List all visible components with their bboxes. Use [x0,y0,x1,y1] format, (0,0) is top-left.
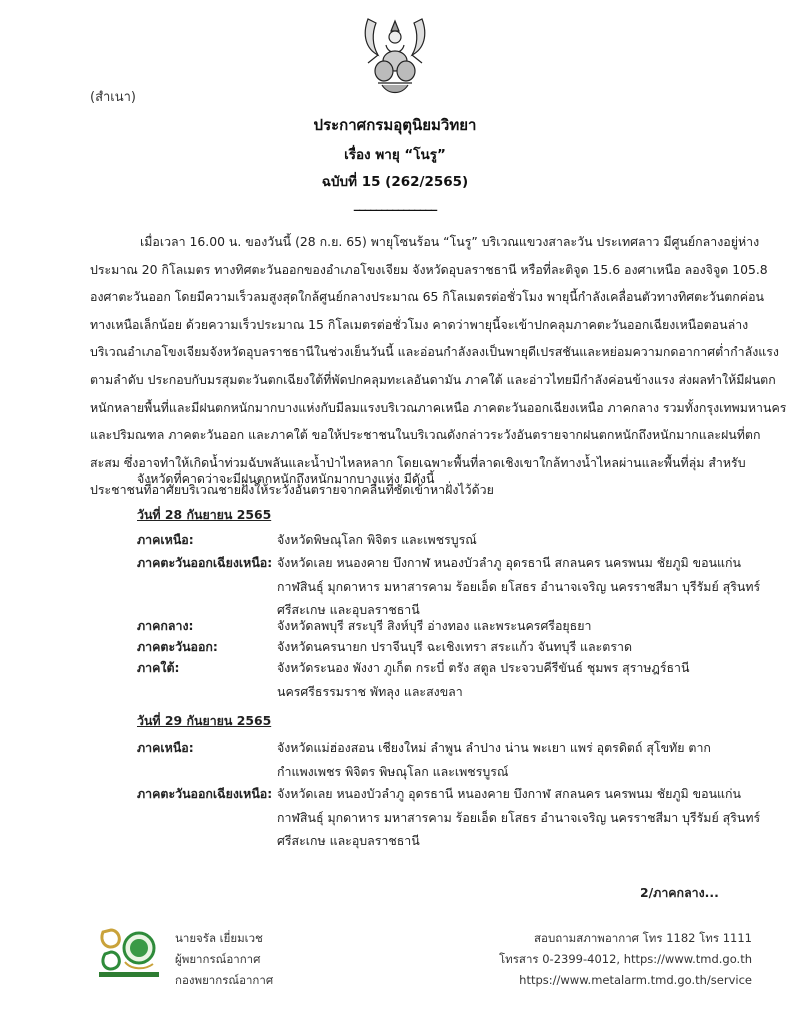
province-line: จังหวัดระนอง พังงา ภูเก็ต กระบี่ ตรัง สตูล ประจวบคีรีขันธ์ ชุมพร สุราษฎร์ธานี [277,660,690,675]
forecast-date-heading: วันที่ 29 กันยายน 2565 [137,713,272,728]
province-line: ศรีสะเกษ และอุบลราชธานี [277,833,420,848]
region-provinces [277,528,747,552]
paragraph-line: บริเวณอำเภอโขงเจียมจังหวัดอุบลราชธานีในช่วงเย็นวันนี้ และอ่อนกำลังลงเป็นพายุดีเปรสชันและหย่อมความกดอากาศต่ำกำลังแรง [90,344,779,360]
next-page-indicator: 2/ภาคกลาง... [640,885,719,900]
province-line: จังหวัดแม่ฮ่องสอน เชียงใหม่ ลำพูน ลำปาง น่าน พะเยา แพร่ อุตรดิตถ์ สุโขทัย ตาก [277,740,711,755]
province-line: กาฬสินธุ์ มุกดาหาร มหาสารคาม ร้อยเอ็ด ยโสธร อำนาจเจริญ นครราชสีมา บุรีรัมย์ สุรินทร์ [277,578,761,594]
region-provinces [277,551,761,622]
contact-phone: สอบถามสภาพอากาศ โทร 1182 โทร 1111 [534,931,752,945]
region-provinces [277,614,747,638]
region-label: ภาคตะวันออกเฉียงเหนือ: [137,555,273,570]
signer-name: นายจรัล เยี่ยมเวช [175,931,263,945]
copy-label: (สำเนา) [90,90,137,105]
provinces-intro: จังหวัดที่คาดว่าจะมีฝนตกหนักถึงหนักมากบางแห่ง มีดังนี้ [137,471,435,486]
document-title: ประกาศกรมอุตุนิยมวิทยา [313,116,477,134]
paragraph-line: เมื่อเวลา 16.00 น. ของวันนี้ (28 ก.ย. 65) พายุโซนร้อน “โนรู” บริเวณแขวงสาละวัน ประเทศลาว มีศูนย์กลางอยู่ห่าง [140,234,760,249]
province-line: จังหวัดนครนายก ปราจีนบุรี ฉะเชิงเทรา สระแก้ว จันทบุรี และตราด [277,639,632,654]
contact-block [499,928,752,991]
paragraph-line: ประชาชนที่อาศัยบริเวณชายฝั่งให้ระวังอันตรายจากคลื่นที่ซัดเข้าหาฝั่งไว้ด้วย [90,482,494,498]
paragraph-line: ประมาณ 20 กิโลเมตร ทางทิศตะวันออกของอำเภอโขงเจียม จังหวัดอุบลราชธานี หรือที่ละติจูด 15.6 องศาเหนือ ลองจิจูด 105.8 [90,261,768,277]
forecast-date-heading: วันที่ 28 กันยายน 2565 [137,507,272,522]
region-provinces [277,656,747,703]
paragraph-line: องศาตะวันออก โดยมีความเร็วลมสูงสุดใกล้ศูนย์กลางประมาณ 65 กิโลเมตรต่อชั่วโมง พายุนี้กำลังเคลื่อนตัวทางทิศตะวันตกค่อน [90,289,764,305]
signer-position: ผู้พยากรณ์อากาศ [175,952,261,966]
region-label: ภาคตะวันออกเฉียงเหนือ: [137,786,273,801]
document-subject: เรื่อง พายุ “โนรู” [344,147,446,163]
title-divider: _______________ [353,197,437,212]
paragraph-line: ตามลำดับ ประกอบกับมรสุมตะวันตกเฉียงใต้ที่พัดปกคลุมทะเลอันดามัน ภาคใต้ และอ่าวไทยมีกำลังค่อนข้างแรง ส่งผลทำให้มีฝนตก [90,371,776,387]
tmd-80th-anniversary-logo-icon [97,924,161,982]
garuda-emblem-icon [358,15,432,97]
region-provinces [277,782,761,853]
province-line: กำแพงเพชร พิจิตร พิษณุโลก และเพชรบูรณ์ [277,763,509,779]
region-provinces [277,635,747,659]
province-line: จังหวัดเลย หนองคาย บึงกาฬ หนองบัวลำภู อุดรธานี สกลนคร นครพนม ชัยภูมิ ขอนแก่น [277,555,742,570]
paragraph-line: สะสม ซึ่งอาจทำให้เกิดน้ำท่วมฉับพลันและน้ำป่าไหลหลาก โดยเฉพาะพื้นที่ลาดเชิงเขาใกล้ทางน้ำไหลผ่านและพื้นที่ลุ่ม สำหรับ [90,454,746,470]
region-label: ภาคใต้: [137,660,180,675]
region-label: ภาคเหนือ: [137,532,194,547]
announcement-paragraph [90,228,787,504]
signer-division: กองพยากรณ์อากาศ [175,973,274,987]
paragraph-line: และปริมณฑล ภาคตะวันออก และภาคใต้ ขอให้ประชาชนในบริเวณดังกล่าวระวังอันตรายจากฝนตกหนักถึงหนักมากและฝนที่ตก [90,427,761,443]
province-line: กาฬสินธุ์ มุกดาหาร มหาสารคาม ร้อยเอ็ด ยโสธร อำนาจเจริญ นครราชสีมา บุรีรัมย์ สุรินทร์ [277,809,761,825]
paragraph-line: หนักหลายพื้นที่และมีฝนตกหนักมากบางแห่งกับมีลมแรงบริเวณภาคเหนือ ภาคตะวันออกเฉียงเหนือ ภาคกลาง รวมทั้งกรุงเทพมหานคร [90,399,787,415]
province-line: จังหวัดเลย หนองบัวลำภู อุดรธานี หนองคาย บึงกาฬ สกลนคร นครพนม ชัยภูมิ ขอนแก่น [277,786,742,801]
province-line: ศรีสะเกษ และอุบลราชธานี [277,602,420,617]
province-line: จังหวัดพิษณุโลก พิจิตร และเพชรบูรณ์ [277,532,477,547]
region-provinces [277,736,747,783]
region-label: ภาคเหนือ: [137,740,194,755]
province-line: จังหวัดลพบุรี สระบุรี สิงห์บุรี อ่างทอง และพระนครศรีอยุธยา [277,618,592,633]
signer-block [175,928,273,991]
region-label: ภาคกลาง: [137,618,194,633]
region-label: ภาคตะวันออก: [137,639,218,654]
province-line: นครศรีธรรมราช พัทลุง และสงขลา [277,683,463,699]
issue-number: ฉบับที่ 15 (262/2565) [321,174,469,190]
contact-fax-website[interactable]: โทรสาร 0-2399-4012, https://www.tmd.go.th [499,952,752,966]
paragraph-line: ทางเหนือเล็กน้อย ด้วยความเร็วประมาณ 15 กิโลเมตรต่อชั่วโมง คาดว่าพายุนี้จะเข้าปกคลุมภาคตะวันออกเฉียงเหนือตอนล่าง [90,316,749,332]
contact-service-link[interactable]: https://www.metalarm.tmd.go.th/service [519,973,752,987]
